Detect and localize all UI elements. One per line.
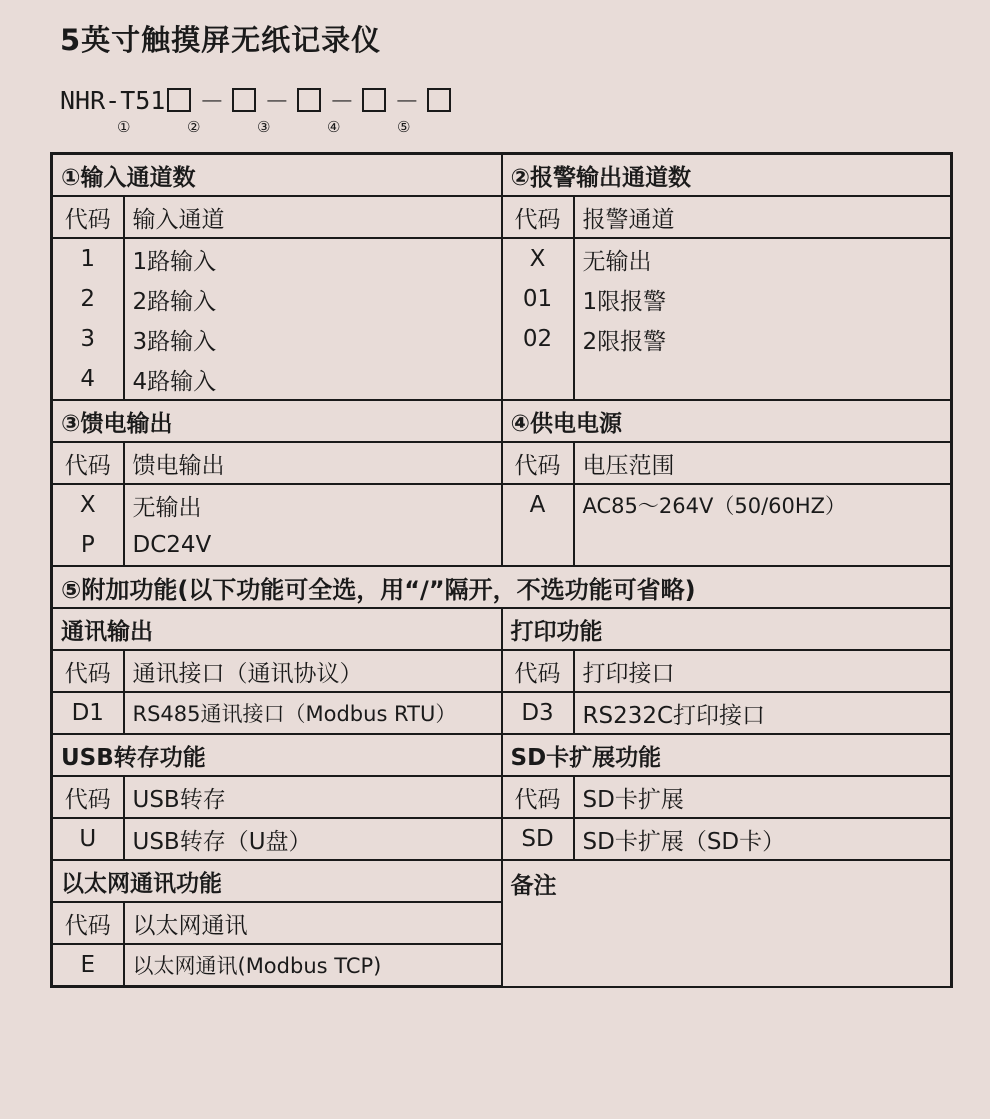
section5-heading: ⑤附加功能(以下功能可全选，用“/”隔开，不选功能可省略) (52, 566, 952, 608)
section1-heading: ①输入通道数 (52, 154, 502, 197)
section4-col-desc: 电压范围 (574, 442, 952, 484)
section3-row1-code: X (52, 484, 124, 525)
section1-col-desc: 输入通道 (124, 196, 502, 238)
section3-row2-desc: DC24V (124, 525, 502, 566)
comm-row1-code: D1 (52, 692, 124, 734)
usb-row1-desc: USB转存（U盘） (124, 818, 502, 860)
section4-row1-code: A (502, 484, 574, 525)
section4-col-code: 代码 (502, 442, 574, 484)
section2-row2-code: 01 (502, 279, 574, 319)
section1-row2-code: 2 (52, 279, 124, 319)
section4-row1-desc: AC85～264V（50/60HZ） (574, 484, 952, 525)
section3-row2-code: P (52, 525, 124, 566)
print-row1-desc: RS232C打印接口 (574, 692, 952, 734)
model-box-3 (297, 88, 321, 112)
model-marker-3: ③ (257, 118, 271, 136)
table-row (52, 525, 952, 566)
sd-col-desc: SD卡扩展 (574, 776, 952, 818)
section2-row3-desc: 2限报警 (574, 319, 952, 359)
section1-row1-desc: 1路输入 (124, 238, 502, 279)
table-row (52, 734, 952, 776)
table-row (52, 359, 952, 400)
section1-row4-desc: 4路输入 (124, 359, 502, 400)
section2-row1-code: X (502, 238, 574, 279)
sd-row1-code: SD (502, 818, 574, 860)
ethernet-col-desc: 以太网通讯 (124, 902, 502, 944)
table-row (52, 238, 952, 279)
spec-table (50, 152, 953, 988)
table-row (52, 608, 952, 650)
ethernet-col-code: 代码 (52, 902, 124, 944)
model-separator-3: － (329, 87, 355, 116)
sd-row1-desc: SD卡扩展（SD卡） (574, 818, 952, 860)
model-separator-1: － (199, 87, 225, 116)
table-row (52, 484, 952, 525)
section4-row2-code (502, 525, 574, 566)
remark-group-heading: 备注 (502, 860, 952, 987)
section1-col-code: 代码 (52, 196, 124, 238)
comm-row1-desc: RS485通讯接口（Modbus RTU） (124, 692, 502, 734)
section2-row3-code: 02 (502, 319, 574, 359)
comm-group-heading: 通讯输出 (52, 608, 502, 650)
table-row (52, 279, 952, 319)
sd-group-heading: SD卡扩展功能 (502, 734, 952, 776)
model-box-2 (232, 88, 256, 112)
table-row (52, 860, 952, 902)
usb-col-desc: USB转存 (124, 776, 502, 818)
print-group-heading: 打印功能 (502, 608, 952, 650)
ethernet-row1-desc: 以太网通讯(Modbus TCP) (124, 944, 502, 987)
page-title: 5英寸触摸屏无纸记录仪 (60, 23, 382, 57)
sd-col-code: 代码 (502, 776, 574, 818)
section2-col-desc: 报警通道 (574, 196, 952, 238)
comm-col-desc: 通讯接口（通讯协议） (124, 650, 502, 692)
table-row (52, 692, 952, 734)
section4-row2-desc (574, 525, 952, 566)
table-row (52, 566, 952, 608)
section1-row2-desc: 2路输入 (124, 279, 502, 319)
model-marker-4: ④ (327, 118, 341, 136)
section2-row4-code (502, 359, 574, 400)
table-row (52, 650, 952, 692)
table-row (52, 154, 952, 197)
model-prefix: NHR-T51 (60, 85, 166, 115)
table-row (52, 442, 952, 484)
section3-col-code: 代码 (52, 442, 124, 484)
section2-heading: ②报警输出通道数 (502, 154, 952, 197)
print-row1-code: D3 (502, 692, 574, 734)
model-box-4 (362, 88, 386, 112)
section2-row1-desc: 无输出 (574, 238, 952, 279)
section4-heading: ④供电电源 (502, 400, 952, 442)
section2-row4-desc (574, 359, 952, 400)
model-box-5 (427, 88, 451, 112)
section3-heading: ③馈电输出 (52, 400, 502, 442)
table-row (52, 818, 952, 860)
model-marker-1: ① (117, 118, 131, 136)
usb-col-code: 代码 (52, 776, 124, 818)
model-marker-2: ② (187, 118, 201, 136)
section1-row1-code: 1 (52, 238, 124, 279)
section1-row3-code: 3 (52, 319, 124, 359)
section2-col-code: 代码 (502, 196, 574, 238)
usb-row1-code: U (52, 818, 124, 860)
model-code-line (60, 82, 453, 118)
table-row (52, 196, 952, 238)
ethernet-row1-code: E (52, 944, 124, 987)
table-row (52, 400, 952, 442)
ethernet-group-heading: 以太网通讯功能 (52, 860, 502, 902)
model-separator-2: － (264, 87, 290, 116)
print-col-desc: 打印接口 (574, 650, 952, 692)
model-separator-4: － (394, 87, 420, 116)
model-marker-5: ⑤ (397, 118, 411, 136)
section3-col-desc: 馈电输出 (124, 442, 502, 484)
table-row (52, 319, 952, 359)
section3-row1-desc: 无输出 (124, 484, 502, 525)
section1-row3-desc: 3路输入 (124, 319, 502, 359)
section1-row4-code: 4 (52, 359, 124, 400)
print-col-code: 代码 (502, 650, 574, 692)
model-box-1 (167, 88, 191, 112)
usb-group-heading: USB转存功能 (52, 734, 502, 776)
section2-row2-desc: 1限报警 (574, 279, 952, 319)
comm-col-code: 代码 (52, 650, 124, 692)
table-row (52, 776, 952, 818)
